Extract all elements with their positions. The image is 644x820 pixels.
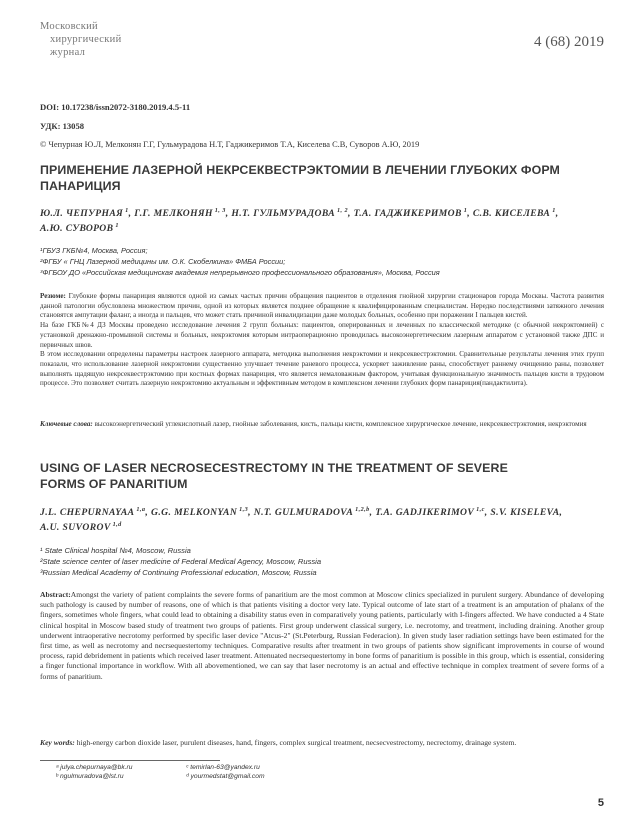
email-c: ᶜ temirlan-63@yandex.ru (186, 764, 260, 771)
ru-authors-line-1: Ю.Л. ЧЕПУРНАЯ $^1$, Г.Г. МЕЛКОНЯН $^{1, 3}$, Н.Т. ГУЛЬМУРАДОВА $^{1, 2}$, Т.А. ГАДЖИКЕРИМОВ $^1$, С.В. КИСЕЛЕВА $^1$, (40, 206, 559, 219)
ru-affiliation: ²ФГБУ « ГНЦ Лазерной медицины им. О.К. Скобелкина» ФМБА России; (40, 257, 286, 266)
author-name: G.G. MELKONYAN (151, 507, 238, 518)
en-authors (40, 505, 604, 535)
en-affiliation: ¹ State Clinical hospital №4, Moscow, Russia (40, 546, 191, 555)
copyright: © Чепурная Ю.Л, Мелконян Г.Г, Гульмурадова Н.Т, Гаджикеримов Т.А, Киселева С.В, Суворов А.Ю, 2019 (40, 140, 420, 149)
author-affiliation-mark: 1 (123, 206, 129, 214)
author-affiliation-mark: 1 (113, 221, 119, 229)
logo-line-1: Московский (40, 21, 98, 32)
ru-paragraph-2: На базе ГКБ№4 ДЗ Москвы проведено исследование лечения 2 групп больных: пациентов, оперированных и леченных по классической методике (с обычной некрэктомией) с установкой дренажно-промывной системы и больных, некрэктомия которым интраоперационно проводилась высокоэнергетическим лазерным аппаратом с установкой также ДПС и первичных швов. (40, 321, 604, 349)
doi: DOI: 10.17238/issn2072-3180.2019.4.5-11 (40, 102, 191, 112)
author-name: T.A. GADJIKERIMOV (375, 507, 475, 518)
author-name: Т.А. ГАДЖИКЕРИМОВ (353, 208, 462, 219)
ru-keywords-text: высокоэнергетический углекислотный лазер, гнойные заболевания, кисть, пальцы кисти, комплексное хирургическое лечение, некрсеквестрэктомия, некрэктомия (94, 420, 587, 428)
issue-number: 4 (68) 2019 (534, 34, 604, 50)
en-authors-line-2 (40, 520, 604, 535)
en-abstract-label: Abstract: (40, 590, 71, 599)
email-b: ᵇ ngulmuradova@lst.ru (56, 773, 124, 780)
en-abstract-text: Amongst the variety of patient complaints the severe forms of panaritium are the most common at Moscow clinics specialized in purulent surgery. Abundance of developing such pathology is caused by number of reasons, one of which is that patients visiting a doctor very late. Typical outcome of late start of a treatment is an amputation of phalanx of the fingers, sometimes whole fingers, what could lead to obtaining a disability status even in comparatively young patients, particularly with I-fingers affected. We have conducted a 4 State clinical hospital in Moscow based study of treatment two groups of patients. First group underwent classical surgery, i.e. necrotomy, and treatment, including draining. Another group underwent intraoperative necrotomy performed by specific laser device "Atcus-2" (St.Peterburg, Russian Federacion). In given study laser radiation settings have been estimated for the first time, as well as necrotomy and necrsequestertomy techniques. Comparative results after treatment in two groups of patients show significant improvements in course of wound process, rapid debridement in patients which received laser treatment. Attenuated necrsequestertomy in bone forms of panaritium is possible in this group, which is essential, considering a finger functional importance in workflow. With all abovementioned, we can say that laser necrotomy is an actual and effective technique in complex treatment of severe forms of a forms of panaritium. (40, 590, 604, 681)
en-keywords (40, 738, 604, 748)
en-keywords-label: Key words: (40, 738, 75, 747)
en-title: USING OF LASER NECROSECESTRECTOMY IN THE TREATMENT OF SEVERE FORMS OF PANARITIUM (40, 461, 508, 491)
journal-header (40, 20, 604, 72)
emails-column-1 (56, 763, 132, 781)
ru-affiliation: ¹ГБУЗ ГКБ№4, Москва, Россия; (40, 246, 148, 255)
author-name: Г.Г. МЕЛКОНЯН (134, 208, 213, 219)
ru-title: ПРИМЕНЕНИЕ ЛАЗЕРНОЙ НЕКРСЕКВЕСТРЭКТОМИИ В ЛЕЧЕНИИ ГЛУБОКИХ ФОРМ ПАНАРИЦИЯ (40, 163, 560, 193)
author-affiliation-mark: 1,2,b (353, 505, 370, 513)
author-affiliation-mark: 1,d (110, 520, 122, 528)
logo-line-2: хирургический (50, 34, 122, 45)
email-a: ᵃ julya.chepurnaya@bk.ru (56, 764, 133, 771)
author-affiliation-mark: 1,3 (237, 505, 249, 513)
emails-column-2 (186, 763, 265, 781)
author-affiliation-mark: 1, 2 (335, 206, 348, 214)
ru-abstract (40, 292, 604, 321)
author-name: Н.Т. ГУЛЬМУРАДОВА (231, 208, 336, 219)
ru-affiliations (40, 245, 604, 278)
en-keywords-text: high-energy carbon dioxide laser, purulent diseases, hand, fingers, complex surgical treatment, necsecvestrectomy, necrectomy, drainage system. (76, 738, 517, 747)
ru-abstract-label: Резюме: (40, 292, 66, 300)
ru-authors (40, 206, 604, 236)
author-name: Ю.Л. ЧЕПУРНАЯ (40, 208, 124, 219)
ru-abstract-text: Глубокие формы панариция являются одной из самых частых причин обращения пациентов в отделения гнойной хирургии стационаров города Москвы. Частота развития данной патологии обусловлена множеством причин, одной из которых является позднее обращение к квалифицированным специалистам. Нередко последствиями затяжного лечения становятся ампутации фаланг, а иногда и пальцев, что может стать причиной инвалидизации даже молодых больных, особенно при поражении I пальцев кистей. (40, 292, 604, 320)
author-affiliation-mark: 1,c (474, 505, 485, 513)
author-affiliation-mark: 1,a (134, 505, 146, 513)
ru-keywords (40, 420, 604, 430)
author-affiliation-mark: 1 (461, 206, 468, 214)
author-affiliation-mark: 1 (550, 206, 556, 214)
en-affiliation: ³Russian Medical Academy of Continuing Professional education, Moscow, Russia (40, 568, 317, 577)
ru-affiliation: ³ФГБОУ ДО «Российская медицинская академия непрерывного профессионального образования», Москва, Россия (40, 268, 440, 277)
ru-authors-line-2 (40, 221, 604, 236)
en-affiliations (40, 545, 604, 578)
author-affiliation-mark: 1, 3 (212, 206, 226, 214)
email-d: ᵈ yourmedstat@gmail.com (186, 773, 265, 780)
author-name: J.L. CHEPURNAYAA (40, 507, 135, 518)
footnote-divider (40, 760, 220, 761)
ru-abstract-block (40, 292, 604, 389)
author-name: А.Ю. СУВОРОВ (40, 223, 114, 234)
author-name: A.U. SUVOROV (40, 522, 111, 533)
author-name: С.В. КИСЕЛЕВА (472, 208, 551, 219)
ru-keywords-label: Ключевые слова: (40, 420, 93, 428)
journal-logo (40, 20, 170, 68)
en-abstract (40, 590, 604, 682)
author-name: S.V. KISELEVA (490, 507, 560, 518)
page-number: 5 (597, 797, 604, 809)
udc: УДК: 13058 (40, 121, 85, 131)
en-authors-line-1: J.L. CHEPURNAYAA $^{1,a}$, G.G. MELKONYAN $^{1,3}$, N.T. GULMURADOVA $^{1,2,b}$, T.A. GADJIKERIMOV $^{1,c}$, S.V. KISELEVA, (40, 505, 563, 518)
ru-paragraph-3: В этом исследовании определены параметры настроек лазерного аппарата, методика выполнения некрэктомии и некрсеквестрэктомии. Сравнительные результаты лечения этих групп показали, что использование лазерной некрэктомии существенно улучшает течение раневого процесса, ускоряет заживление раны, способствует раннему очищению раны, позволяет выполнять щадящую некрсеквестрэктомию при костных формах панариция, что является немаловажным фактором, учитывая функциональную значимость пальцев кисти в трудовом процессе. Это позволяет считать лазерную некрэктомию актуальным и эффективным методом в комплексном лечении глубоких форм панариция(пандактилита). (40, 350, 604, 388)
en-affiliation: ²State science center of laser medicine of Federal Medical Agency, Moscow, Russia (40, 557, 322, 566)
author-name: N.T. GULMURADOVA (253, 507, 354, 518)
logo-line-3: журнал (50, 47, 86, 58)
